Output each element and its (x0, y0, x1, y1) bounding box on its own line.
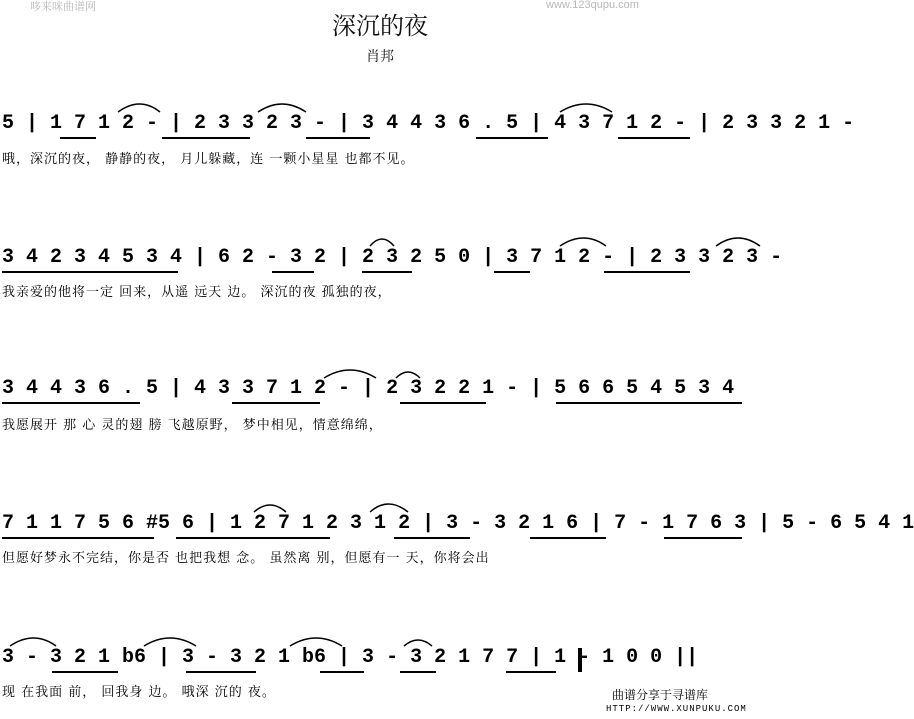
composer: 肖邦 (366, 49, 394, 65)
system-1-notes: 5 | 1 7 1 2 - | 2 3 3 2 3 - | 3 4 4 3 6 . 5 | 4 3 7 1 2 - | 2 3 3 2 1 - (2, 112, 855, 135)
system-2-notes: 3 4 2 3 4 5 3 4 | 6 2 - 3 2 | 2 3 2 5 0 | 3 7 1 2 - | 2 3 3 2 3 - (2, 246, 783, 269)
footer-site-name: 曲谱分享于寻谱库 (612, 688, 709, 702)
slur (404, 640, 432, 646)
system-2-lyrics: 我亲爱的他将一定 回来，从遥 远天 边。 深沉的夜 孤独的夜， (2, 285, 392, 300)
slur (290, 638, 342, 646)
slur (118, 104, 160, 112)
system-4-lyrics: 但愿好梦永不完结，你是否 也把我想 念。 虽然离 别，但愿有一 天，你将会出 (2, 551, 490, 566)
system-4-notes: 7 1 1 7 5 6 #5 6 | 1 2 7 1 2 3 1 2 | 3 - 3 2 1 6 | 7 - 1 7 6 3 | 5 - 6 5 4 1 (2, 512, 914, 535)
slur (560, 238, 606, 246)
slur (370, 504, 408, 512)
slur (10, 638, 56, 646)
system-3-notes: 3 4 4 3 6 . 5 | 4 3 3 7 1 2 - | 2 3 2 2 1 - | 5 6 6 5 4 5 3 4 (2, 377, 735, 400)
slur (258, 104, 306, 112)
footer-site-url: HTTP://WWW.XUNPUKU.COM (606, 704, 747, 714)
system-3-lyrics: 我愿展开 那 心 灵的翅 膀 飞越原野， 梦中相见，情意绵绵， (2, 418, 383, 433)
system-1-lyrics: 哦，深沉的夜， 静静的夜， 月儿躲藏，连 一颗小星星 也都不见。 (2, 152, 415, 167)
slur (560, 104, 612, 112)
watermark-top-left: 哆来咪曲谱网 (30, 1, 96, 13)
system-5-lyrics: 现 在我面 前， 回我身 边。 哦深 沉的 夜。 (2, 685, 276, 700)
slur (396, 372, 420, 378)
slur (324, 370, 376, 378)
slur (370, 239, 394, 246)
watermark-top-right: www.123qupu.com (546, 0, 639, 11)
song-title: 深沉的夜 (332, 12, 428, 40)
system-5-notes: 3 - 3 2 1 b6 | 3 - 3 2 1 b6 | 3 - 3 2 1 7 7 | 1 - 1 0 0 || (2, 646, 699, 669)
slur (716, 238, 760, 246)
slur (254, 505, 286, 512)
slur (144, 638, 196, 646)
